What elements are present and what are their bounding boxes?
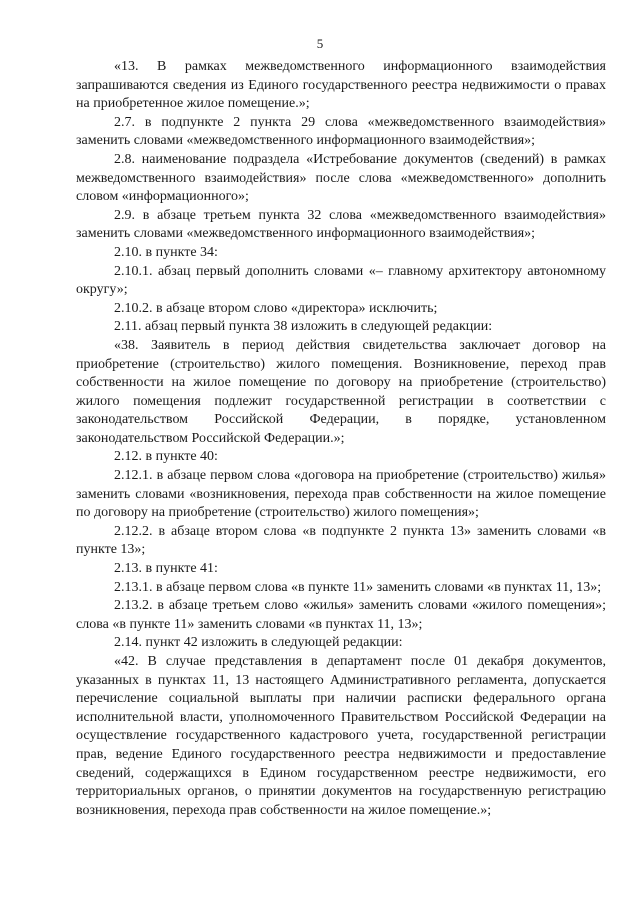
paragraph: 2.8. наименование подраздела «Истребование документов (сведений) в рамках межведомственного взаимодействия» после слова «межведомственного» дополнить словом «информационного»; — [76, 151, 606, 205]
paragraph: 2.9. в абзаце третьем пункта 32 слова «межведомственного взаимодействия» заменить словами «межведомственного информационного взаимодействия»; — [76, 207, 606, 242]
paragraph: 2.14. пункт 42 изложить в следующей редакции: — [114, 635, 403, 651]
paragraph: 2.11. абзац первый пункта 38 изложить в следующей редакции: — [114, 319, 493, 335]
paragraph: «42. В случае представления в департамент после 01 декабря документов, указанных в пунктах 11, 13 настоящего Административного регламента, допускается перечисление социальной выплаты при наличии расписки федерального органа исполнительной власти, уполномоченного Правительством Российской Федерации на осуществление государственного кадастрового учета, государственной регистрации прав, ведение Единого государственного реестра недвижимости и предоставление сведений, содержащихся в Едином государственном реестре недвижимости, его территориальных органов, о принятии документов на государственную регистрацию возникновения, перехода прав собственности на жилое помещение.»; — [76, 654, 606, 818]
paragraph: 2.12. в пункте 40: — [114, 449, 218, 465]
paragraph: 2.13.1. в абзаце первом слова «в пункте 11» заменить словами «в пунктах 11, 13»; — [114, 579, 602, 595]
paragraph: «38. Заявитель в период действия свидетельства заключает договор на приобретение (строительство) жилого помещения. Возникновение, переход прав собственности на жилое помещение по договору на приобретение (строительство) жилого помещения подлежит государственной регистрации в соответствии с законодательством Российской Федерации, в порядке, установленном законодательством Российской Федерации.»; — [76, 337, 606, 446]
paragraph: 2.13. в пункте 41: — [114, 561, 218, 577]
paragraph: «13. В рамках межведомственного информационного взаимодействия запрашиваются сведения из Единого государственного реестра недвижимости о правах на приобретенное жилое помещение.»; — [76, 59, 606, 112]
paragraph: 2.12.1. в абзаце первом слова «договора на приобретение (строительство) жилья» заменить словами «возникновения, перехода прав собственности на жилое помещение по договору на приобретение (строительство) жилого помещения»; — [76, 468, 606, 521]
paragraph: 2.13.2. в абзаце третьем слово «жилья» заменить словами «жилого помещения»; слова «в пункте 11» заменить словами «в пунктах 11, 13»; — [76, 598, 606, 632]
paragraph: 2.12.2. в абзаце втором слова «в подпункте 2 пункта 13» заменить словами «в пункте 13»; — [76, 523, 606, 558]
paragraph: 2.10.1. абзац первый дополнить словами «– главному архитектору автономному округу»; — [76, 263, 606, 298]
page-number: 5 — [316, 36, 324, 51]
paragraph: 2.7. в подпункте 2 пункта 29 слова «межведомственного взаимодействия» заменить словами «межведомственного информационного взаимодействия»; — [76, 114, 606, 149]
paragraph: 2.10. в пункте 34: — [114, 244, 218, 260]
document-body — [76, 58, 606, 820]
paragraph: 2.10.2. в абзаце втором слово «директора» исключить; — [114, 300, 438, 316]
